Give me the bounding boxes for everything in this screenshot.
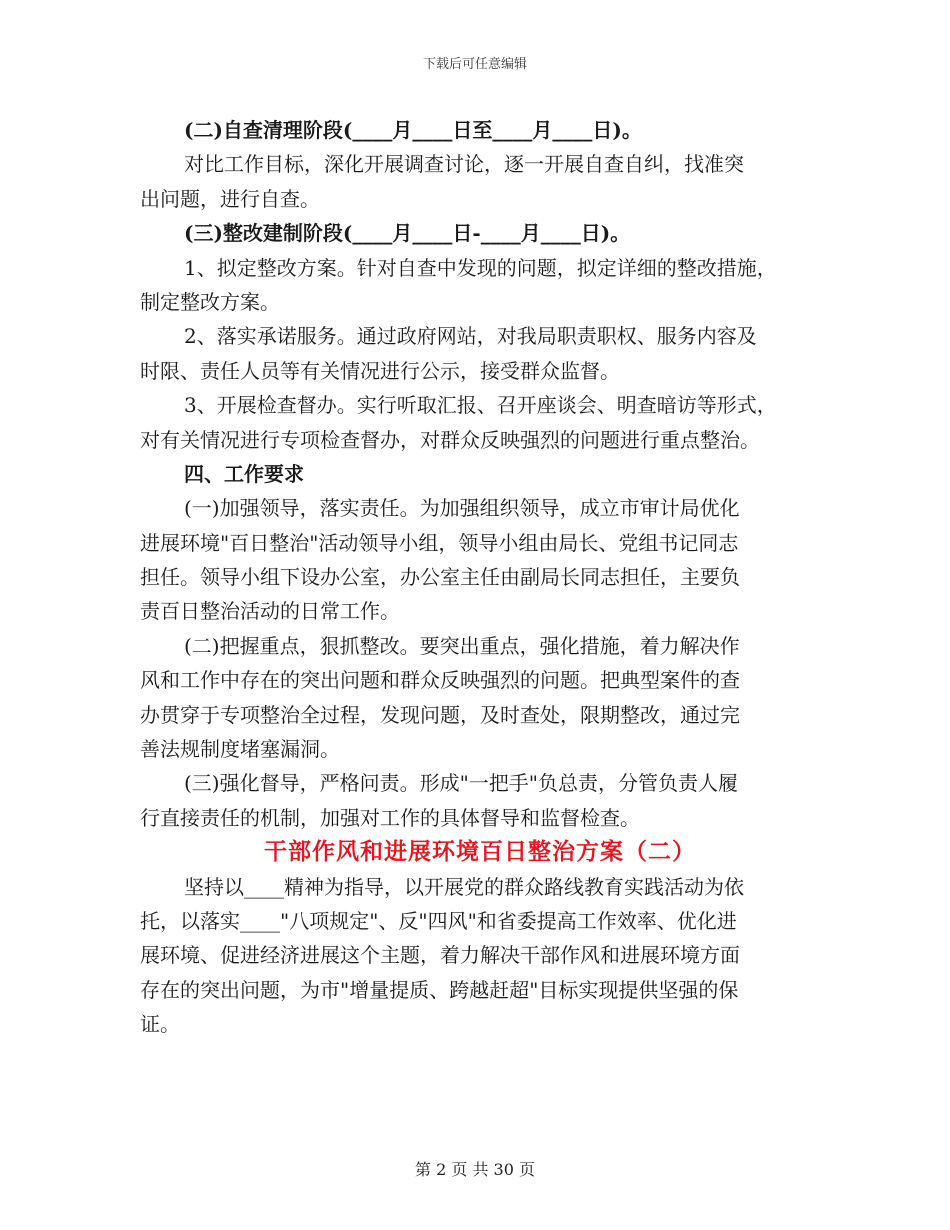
page-footer: 第 2 页 共 30 页	[415, 1160, 535, 1179]
paragraph-line: 1、拟定整改方案。针对自查中发现的问题，拟定详细的整改措施，	[184, 255, 777, 280]
paragraph-line: 责百日整治活动的日常工作。	[140, 599, 400, 624]
paragraph-line: 坚持以____精神为指导，以开展党的群众路线教育实践活动为依	[184, 874, 744, 899]
header-note: 下载后可任意编辑	[422, 57, 527, 72]
paragraph-line: 行直接责任的机制，加强对工作的具体督导和监督检查。	[140, 805, 640, 830]
paragraph-line: 善法规制度堵塞漏洞。	[140, 737, 340, 762]
paragraph-line: 四、工作要求	[184, 461, 304, 486]
paragraph-line: (三)强化督导，严格问责。形成"一把手"负总责，分管负责人履	[184, 771, 739, 796]
section-heading: 干部作风和进展环境百日整治方案（二）	[264, 838, 696, 866]
paragraph-line: 担任。领导小组下设办公室，办公室主任由副局长同志担任，主要负	[140, 565, 740, 590]
paragraph-line: (二)把握重点，狠抓整改。要突出重点，强化措施，着力解决作	[184, 633, 740, 658]
paragraph-line: 3、开展检查督办。实行听取汇报、召开座谈会、明查暗访等形式，	[184, 393, 777, 418]
paragraph-line: (二)自查清理阶段(____月____日至____月____日)。	[184, 118, 642, 142]
paragraph-line: 对有关情况进行专项检查督办，对群众反映强烈的问题进行重点整治。	[140, 427, 760, 452]
paragraph-line: 时限、责任人员等有关情况进行公示，接受群众监督。	[140, 358, 620, 383]
paragraph-line: (三)整改建制阶段(____月____日-____月____日)。	[184, 221, 631, 246]
paragraph-line: 制定整改方案。	[140, 289, 280, 314]
paragraph-line: 托，以落实____"八项规定"、反"四风"和省委提高工作效率、优化进	[140, 908, 737, 933]
paragraph-line: (一)加强领导，落实责任。为加强组织领导，成立市审计局优化	[184, 496, 740, 521]
paragraph-line: 2、落实承诺服务。通过政府网站，对我局职责职权、服务内容及	[184, 324, 757, 349]
paragraph-line: 办贯穿于专项整治全过程，发现问题，及时查处，限期整改，通过完	[140, 702, 740, 727]
paragraph-line: 进展环境"百日整治"活动领导小组，领导小组由局长、党组书记同志	[140, 530, 739, 555]
document-body	[140, 113, 820, 1042]
paragraph-line: 对比工作目标，深化开展调查讨论，逐一开展自查自纠，找准突	[184, 152, 744, 177]
paragraph-line: 存在的突出问题，为市"增量提质、跨越赶超"目标实现提供坚强的保	[140, 977, 739, 1002]
paragraph-line: 展环境、促进经济进展这个主题，着力解决干部作风和进展环境方面	[140, 943, 740, 968]
paragraph-line: 出问题，进行自查。	[140, 186, 320, 211]
paragraph-line: 风和工作中存在的突出问题和群众反映强烈的问题。把典型案件的查	[140, 668, 740, 693]
paragraph-line: 证。	[140, 1012, 180, 1037]
